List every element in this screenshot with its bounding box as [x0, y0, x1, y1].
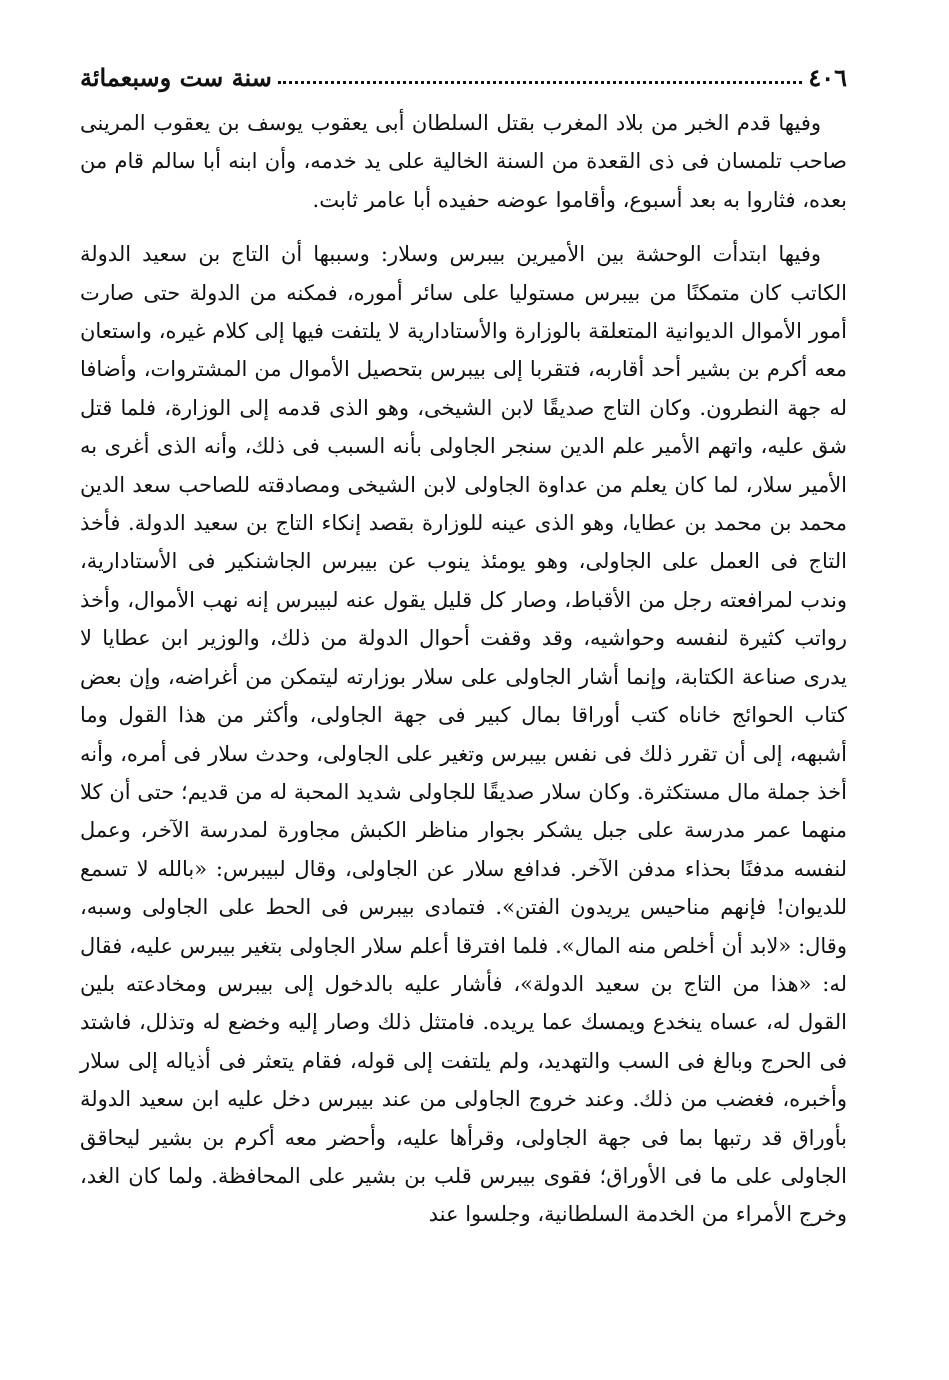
paragraph-2: وفيها ابتدأت الوحشة بين الأميرين بيبرس وسلار: وسببها أن التاج بن سعيد الدولة الكاتب كان متمكنًا من بيبرس مستوليا على سائر أموره، فمكنه من الدولة حتى صارت أمور الأموال الديوانية المتعلقة بالوزارة والأستادارية لا يلتفت فيها إلى كلام غيره، واستعان معه أكرم بن بشير أحد أقاربه، فتقربا إلى بيبرس بتحصيل الأموال من المشتروات، وأضافا له جهة النطرون. وكان التاج صديقًا لابن الشيخى، وهو الذى قدمه إلى الوزارة، فلما قتل شق عليه، واتهم الأمير علم الدين سنجر الجاولى بأنه السبب فى ذلك، وأنه الذى أغرى به الأمير سلار، لما كان يعلم من عداوة الجاولى لابن الشيخى ومصادقته للصاحب سعد الدين محمد بن محمد بن عطايا، وهو الذى عينه للوزارة بقصد إنكاء التاج بن سعيد الدولة. فأخذ التاج فى العمل على الجاولى، وهو يومئذ ينوب عن بيبرس الجاشنكير فى الأستادارية، وندب لمرافعته رجل من الأقباط، وصار كل قليل يقول عنه لبيبرس إنه نهب الأموال، وأخذ رواتب كثيرة لنفسه وحواشيه، وقد وقفت أحوال الدولة من ذلك، والوزير ابن عطايا لا يدرى صناعة الكتابة، وإنما أشار الجاولى على سلار بوزارته ليتمكن من أغراضه، وإن بعض كتاب الحوائج خاناه كتب أوراقا بمال كبير فى جهة الجاولى، وأكثر من هذا القول وما أشبهه، إلى أن تقرر ذلك فى نفس بيبرس وتغير على الجاولى، وحدث سلار فى أمره، وأنه أخذ جملة مال مستكثرة. وكان سلار صديقًا للجاولى شديد المحبة له من قديم؛ حتى أن كلا منهما عمر مدرسة على جبل يشكر بجوار مناظر الكبش مجاورة لمدرسة الآخر، وعمل لنفسه مدفنًا بحذاء مدفن الآخر. فدافع سلار عن الجاولى، وقال لبيبرس: «بالله لا تسمع للديوان! فإنهم مناحيس يريدون الفتن». فتمادى بيبرس فى الحط على الجاولى وسبه، وقال: «لابد أن أخلص منه المال». فلما افترقا أعلم سلار الجاولى بتغير بيبرس عليه، فقال له: «هذا من التاج بن سعيد الدولة»، فأشار عليه بالدخول إلى بيبرس ومخادعته بلين القول له، عساه ينخدع ويمسك عما يريده. فامتثل ذلك وصار إليه وخضع له وتذلل، فاشتد فى الحرج وبالغ فى السب والتهديد، ولم يلتفت إلى قوله، فقام يتعثر فى أذياله إلى سلار وأخبره، فغضب من ذلك. وعند خروج الجاولى من عند بيبرس دخل عليه ابن سعيد الدولة بأوراق قد رتبها بما فى جهة الجاولى، وقرأها عليه، وأحضر معه أكرم بن بشير ليحاقق الجاولى على ما فى الأوراق؛ فقوى بيبرس قلب بن بشير على المحافظة. ولما كان الغد، وخرج الأمراء من الخدمة السلطانية، وجلسوا عند — [80, 242, 847, 1227]
body-text — [80, 104, 847, 1234]
header-dot-leader — [278, 81, 802, 84]
chapter-title: سنة ست وسبعمائة — [80, 62, 272, 92]
running-header — [80, 60, 847, 94]
page-number: ٤٠٦ — [808, 62, 847, 92]
paragraph-1: وفيها قدم الخبر من بلاد المغرب بقتل السلطان أبى يعقوب يوسف بن يعقوب المرينى صاحب تلمسان فى ذى القعدة من السنة الخالية على يد خدمه، وأن ابنه أبا سالم قام من بعده، فثاروا به بعد أسبوع، وأقاموا عوضه حفيده أبا عامر ثابت. — [80, 111, 847, 212]
